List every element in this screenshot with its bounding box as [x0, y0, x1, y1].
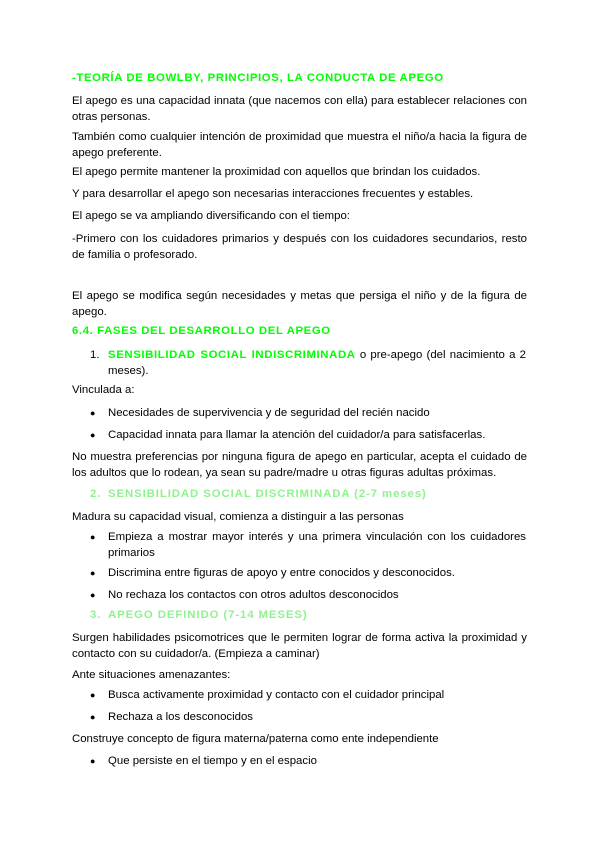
paragraph-diversify: El apego se va ampliando diversificando con el tiempo: — [72, 210, 350, 222]
phase-1-text — [108, 347, 526, 379]
bullet-icon: ● — [90, 430, 96, 440]
bullet-icon: ● — [90, 408, 96, 418]
heading-bowlby: -TEORÍA DE BOWLBY, PRINCIPIOS, LA CONDUCTA DE APEGO — [72, 72, 444, 84]
paragraph-psychomotor: Surgen habilidades psicomotrices que le permiten lograr de forma activa la proximidad y contacto con su cuidador/a. (Empieza a caminar) — [72, 632, 527, 660]
heading-phases: 6.4. FASES DEL DESARROLLO DEL APEGO — [72, 325, 331, 337]
paragraph-threats: Ante situaciones amenazantes: — [72, 669, 231, 681]
list-item: Busca activamente proximidad y contacto con el cuidador principal — [108, 689, 445, 701]
paragraph-proximity: También como cualquier intención de proximidad que muestra el niño/a hacia la figura de apego preferente. — [72, 131, 527, 159]
list-item: Rechaza a los desconocidos — [108, 711, 254, 723]
paragraph-caregivers: -Primero con los cuidadores primarios y después con los cuidadores secundarios, resto de familia o profesorado. — [72, 233, 527, 261]
paragraph-innate: El apego es una capacidad innata (que nacemos con ella) para establecer relaciones con otras personas. — [72, 95, 527, 123]
phase-3-title: APEGO DEFINIDO (7-14 MESES) — [108, 609, 308, 621]
paragraph-modify: El apego se modifica según necesidades y metas que persiga el niño y de la figura de apego. — [72, 290, 527, 318]
bullet-icon: ● — [90, 532, 96, 542]
phase-1-title: SENSIBILIDAD SOCIAL INDISCRIMINADA — [108, 349, 356, 361]
paragraph-vinculada: Vinculada a: — [72, 384, 135, 396]
bullet-icon: ● — [90, 712, 96, 722]
paragraph-no-preference: No muestra preferencias por ninguna figura de apego en particular, acepta el cuidado de los adultos que lo rodean, ya sean su padre/madre u otras figuras adultas próximas. — [72, 451, 527, 479]
list-item: No rechaza los contactos con otros adultos desconocidos — [108, 589, 399, 601]
phase-2-title: SENSIBILIDAD SOCIAL DISCRIMINADA (2-7 meses) — [108, 488, 427, 500]
phase-number: 3. — [90, 609, 102, 621]
phase-number: 1. — [90, 349, 100, 361]
list-item: Empieza a mostrar mayor interés y una primera vinculación con los cuidadores primarios — [108, 531, 526, 559]
bullet-icon: ● — [90, 590, 96, 600]
paragraph-maintain: El apego permite mantener la proximidad con aquellos que brindan los cuidados. — [72, 166, 481, 178]
phase-number: 2. — [90, 488, 102, 500]
list-item: Necesidades de supervivencia y de seguridad del recién nacido — [108, 407, 430, 419]
paragraph-visual: Madura su capacidad visual, comienza a distinguir a las personas — [72, 511, 404, 523]
paragraph-interactions: Y para desarrollar el apego son necesarias interacciones frecuentes y estables. — [72, 188, 474, 200]
list-item: Discrimina entre figuras de apoyo y entre conocidos y desconocidos. — [108, 567, 455, 579]
bullet-icon: ● — [90, 756, 96, 766]
phase-1-rest: o pre-apego (del nacimiento a 2 meses). — [108, 349, 526, 377]
list-item: Que persiste en el tiempo y en el espacio — [108, 755, 317, 767]
paragraph-concept: Construye concepto de figura materna/paterna como ente independiente — [72, 733, 439, 745]
bullet-icon: ● — [90, 690, 96, 700]
bullet-icon: ● — [90, 568, 96, 578]
list-item: Capacidad innata para llamar la atención del cuidador/a para satisfacerlas. — [108, 429, 486, 441]
